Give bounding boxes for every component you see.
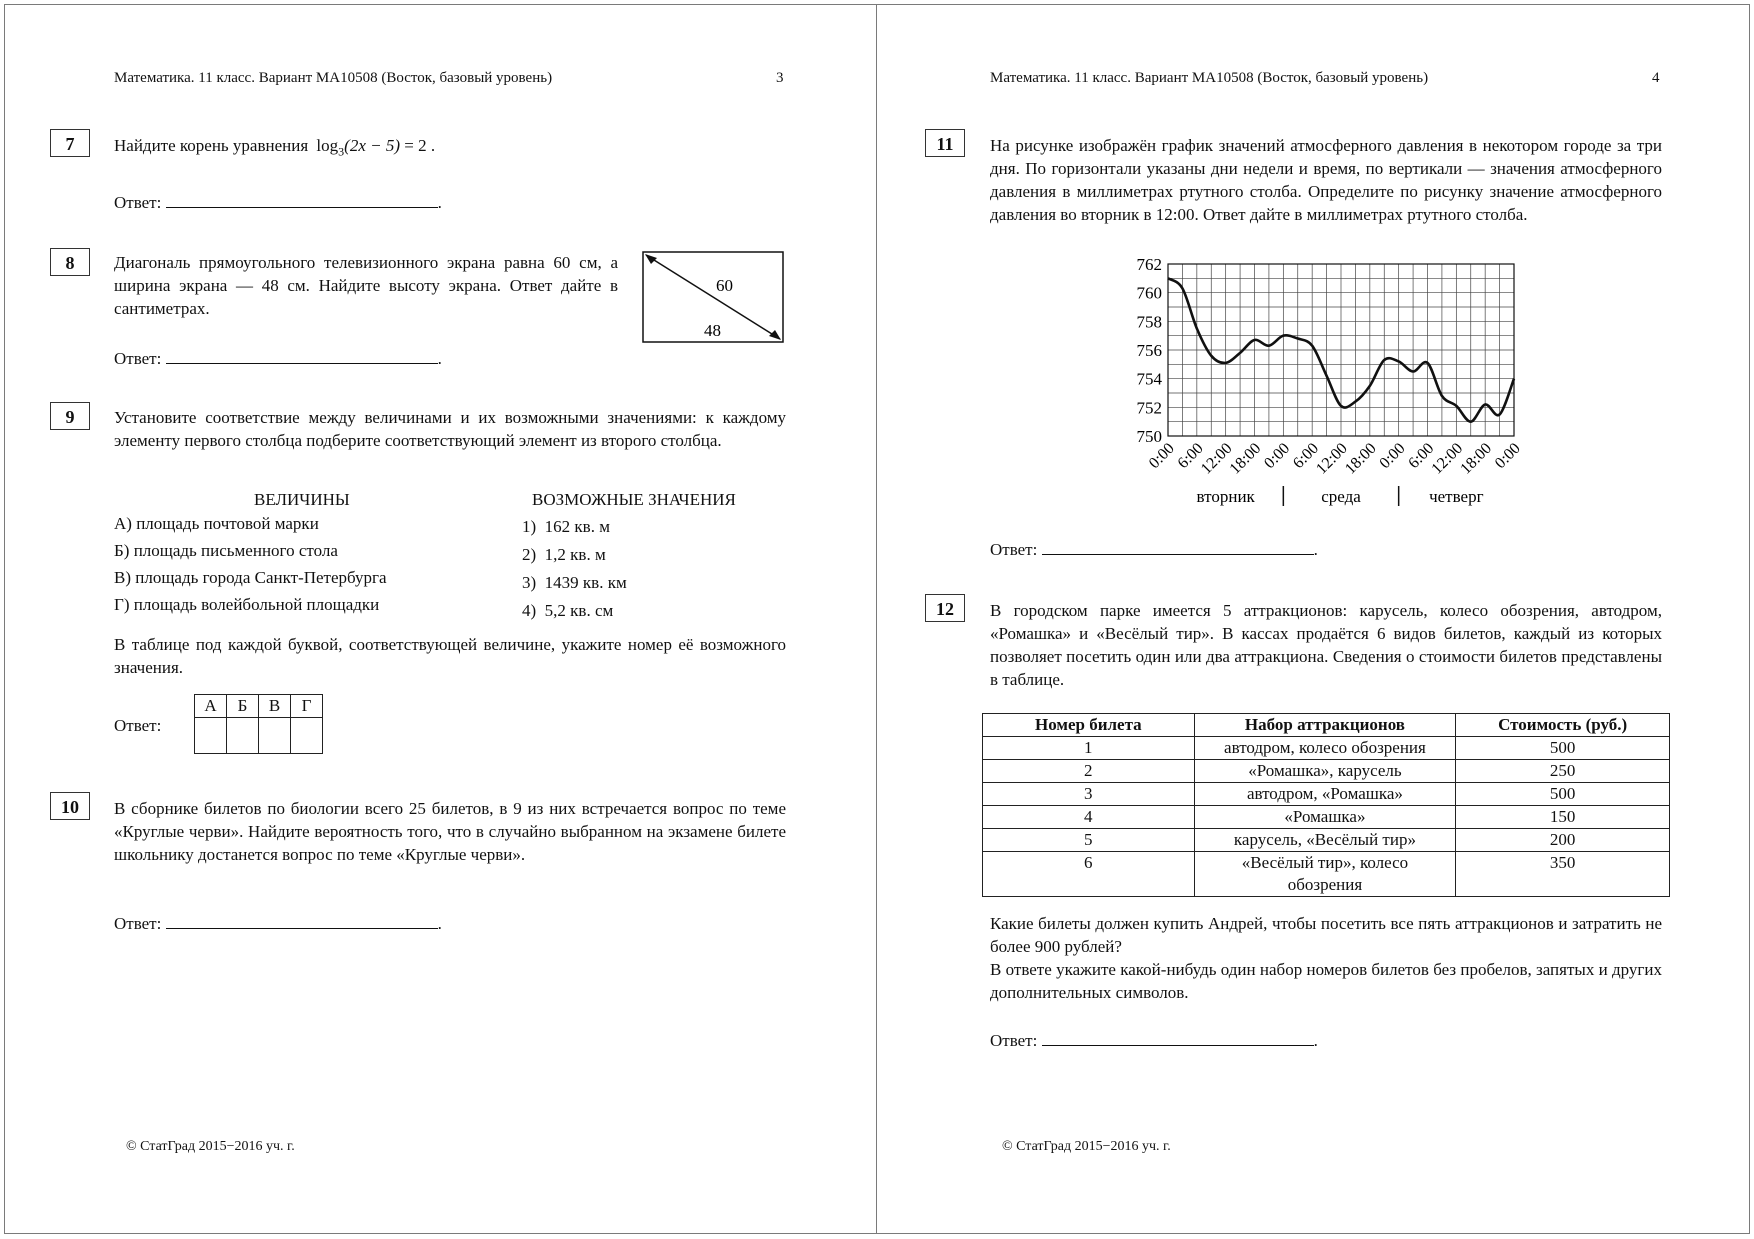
x-tick-label: 6:00	[1405, 439, 1438, 473]
value-item: 4) 5,2 кв. см	[522, 601, 614, 620]
answer-label: Ответ:	[114, 193, 162, 212]
left-footer: © СтатГрад 2015−2016 уч. г.	[126, 1139, 295, 1154]
table-row: 4 «Ромашка» 150	[983, 806, 1670, 829]
table-row: 5 карусель, «Весёлый тир» 200	[983, 829, 1670, 852]
question-9-text: Установите соответствие между величинами и их возможными значениями: к каждому элементу первого столбца подберите соответствующий элемент из второго столбца.	[114, 408, 786, 450]
table-row: 2 «Ромашка», карусель 250	[983, 760, 1670, 783]
day-label: вторник	[1196, 487, 1255, 506]
right-page-number: 4	[1652, 70, 1660, 86]
answer-11-field[interactable]	[1042, 554, 1314, 555]
equation: $\log_3(2x - 5) = 2$ .	[316, 136, 436, 159]
x-tick-label: 0:00	[1376, 439, 1409, 473]
x-tick-label: 12:00	[1313, 439, 1351, 478]
value-item: 2) 1,2 кв. м	[522, 545, 606, 564]
answer-12-field[interactable]	[1042, 1045, 1314, 1046]
y-tick-label: 760	[1136, 283, 1162, 303]
x-tick-label: 18:00	[1341, 439, 1380, 478]
answer-11: Ответ: .	[990, 540, 1318, 559]
tickets-table	[982, 713, 1670, 897]
letter-b: Б	[227, 695, 259, 718]
table-header: Набор аттракционов	[1194, 714, 1456, 737]
diagonal-arrow-end	[769, 330, 781, 340]
answer-label: Ответ:	[990, 540, 1038, 559]
question-12-instruction: В ответе укажите какой-нибудь один набор номеров билетов без пробелов, запятых и других дополнительных символов.	[990, 960, 1662, 1002]
question-8-text: Диагональ прямоугольного телевизионного экрана равна 60 см, а ширина экрана — 48 см. Найдите высоту экрана. Ответ дайте в сантиметрах.	[114, 253, 618, 318]
right-footer: © СтатГрад 2015−2016 уч. г.	[1002, 1139, 1171, 1154]
letter-v: В	[259, 695, 291, 718]
x-tick-label: 12:00	[1428, 439, 1467, 478]
question-11-text: На рисунке изображён график значений атмосферного давления в некотором городе за три дня. По горизонтали указаны дни недели и время, по вертикали — значения атмосферного давления в миллиметрах ртутного столба. Определите по рисунку значение атмосферного давления во вторник в 12:00. Ответ дайте в миллиметрах ртутного столба.	[990, 136, 1662, 224]
answer-9-table	[194, 694, 323, 754]
x-tick-label: 12:00	[1197, 439, 1236, 478]
x-tick-label: 18:00	[1226, 439, 1265, 478]
question-9-instruction: В таблице под каждой буквой, соответствующей величине, укажите номер её возможного значения.	[114, 635, 786, 677]
table-row: 6 «Весёлый тир», колесо обозрения 350	[983, 852, 1670, 897]
width-label: 48	[704, 321, 721, 340]
question-12-number: 12	[925, 594, 965, 622]
answer-12: Ответ: .	[990, 1031, 1318, 1050]
diagonal-arrow-start	[645, 254, 657, 264]
question-12-question: Какие билеты должен купить Андрей, чтобы посетить все пять аттракционов и затратить не более 900 рублей?	[990, 914, 1662, 956]
day-label: четверг	[1429, 487, 1484, 506]
left-header-title: Математика. 11 класс. Вариант МА10508 (Восток, базовый уровень)	[114, 70, 553, 86]
question-12-text: В городском парке имеется 5 аттракционов: карусель, колесо обозрения, автодром, «Ромашка» и «Весёлый тир». В кассах продаётся 6 видов билетов, каждый из которых позволяет посетить один или два аттракциона. Сведения о стоимости билетов представлены в таблице.	[990, 601, 1662, 689]
right-header-title: Математика. 11 класс. Вариант МА10508 (Восток, базовый уровень)	[990, 70, 1429, 86]
col1-title: ВЕЛИЧИНЫ	[254, 490, 350, 509]
table-header-row	[983, 714, 1670, 737]
table-header: Стоимость (руб.)	[1456, 714, 1670, 737]
values-list	[522, 513, 627, 625]
answer-cell-b[interactable]	[227, 718, 259, 754]
answer-7-field[interactable]	[166, 207, 438, 208]
question-9-number: 9	[50, 402, 90, 430]
quantity-item: А) площадь почтовой марки	[114, 514, 319, 533]
y-tick-label: 750	[1136, 427, 1162, 446]
table-header: Номер билета	[983, 714, 1195, 737]
pressure-chart	[1120, 254, 1540, 514]
answer-label: Ответ:	[990, 1031, 1038, 1050]
answer-10: Ответ: .	[114, 914, 442, 933]
x-tick-label: 0:00	[1491, 439, 1524, 473]
left-page-number: 3	[776, 70, 784, 86]
question-11-number: 11	[925, 129, 965, 157]
letter-g: Г	[291, 695, 323, 718]
answer-8-field[interactable]	[166, 363, 438, 364]
answer-cell-v[interactable]	[259, 718, 291, 754]
tv-screen-diagram	[642, 251, 784, 343]
x-tick-label: 0:00	[1261, 439, 1294, 473]
diagonal-label: 60	[716, 276, 733, 295]
answer-label: Ответ:	[114, 349, 162, 368]
question-10-text: В сборнике билетов по биологии всего 25 билетов, в 9 из них встречается вопрос по теме «Круглые черви». Найдите вероятность того, что в случайно выбранном на экзамене билете школьнику достанется вопрос по теме «Круглые черви».	[114, 799, 786, 864]
x-tick-label: 6:00	[1174, 439, 1207, 473]
quantity-item: Г) площадь волейбольной площадки	[114, 595, 380, 614]
answer-8: Ответ: .	[114, 349, 442, 368]
quantity-item: Б) площадь письменного стола	[114, 541, 338, 560]
letter-a: А	[195, 695, 227, 718]
x-tick-label: 18:00	[1457, 439, 1496, 478]
question-7-number: 7	[50, 129, 90, 157]
y-tick-label: 752	[1136, 398, 1162, 418]
left-page	[4, 4, 878, 1234]
day-label: среда	[1321, 487, 1361, 506]
y-tick-label: 756	[1136, 341, 1162, 360]
quantity-item: В) площадь города Санкт-Петербурга	[114, 568, 387, 587]
x-tick-label: 6:00	[1289, 439, 1323, 473]
answer-cell-a[interactable]	[195, 718, 227, 754]
col2-title: ВОЗМОЖНЫЕ ЗНАЧЕНИЯ	[532, 490, 736, 509]
answer-9-label: Ответ:	[114, 716, 162, 735]
answer-cell-g[interactable]	[291, 718, 323, 754]
question-7-prompt: Найдите корень уравнения	[114, 136, 309, 155]
question-10-number: 10	[50, 792, 90, 820]
y-tick-label: 762	[1136, 255, 1162, 274]
table-row: 3 автодром, «Ромашка» 500	[983, 783, 1670, 806]
y-tick-label: 758	[1136, 312, 1162, 332]
value-item: 3) 1439 кв. км	[522, 573, 627, 592]
answer-10-field[interactable]	[166, 928, 438, 929]
question-7-text	[114, 134, 435, 163]
quantities-list	[114, 510, 387, 618]
answer-label: Ответ:	[114, 914, 162, 933]
answer-7: Ответ: .	[114, 193, 442, 212]
y-tick-label: 754	[1136, 369, 1162, 389]
table-row: 1 автодром, колесо обозрения 500	[983, 737, 1670, 760]
x-tick-label: 0:00	[1145, 439, 1178, 473]
question-8-number: 8	[50, 248, 90, 276]
value-item: 1) 162 кв. м	[522, 517, 610, 536]
